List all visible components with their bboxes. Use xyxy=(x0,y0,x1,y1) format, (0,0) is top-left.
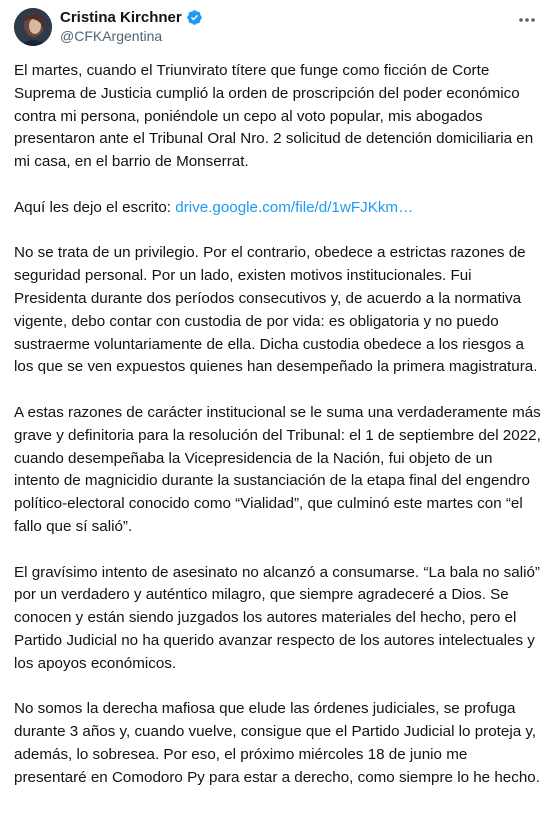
tweet-paragraph-2 xyxy=(14,197,542,220)
author-handle[interactable]: @CFKArgentina xyxy=(60,28,163,44)
verified-badge-icon xyxy=(186,9,203,26)
tweet-paragraph-4: A estas razones de carácter institucional se le suma una verdaderamente más grave y definitoria para la resolución del Tribunal: el 1 de septiembre del 2022, cuando desempeñaba la Vicepresidencia de la Nación, fui objeto de un intento de magnicidio durante la sustanciación de la etapa final del engendro político-electoral conocido como “Vialidad”, que culminó este martes con “el fallo que sí salió”. xyxy=(14,403,541,535)
avatar[interactable] xyxy=(14,8,52,46)
document-link[interactable]: drive.google.com/file/d/1wFJKkm… xyxy=(175,198,414,216)
tweet-header xyxy=(14,6,542,50)
link-prefix: Aquí les dejo el escrito: xyxy=(14,198,176,216)
display-name-row xyxy=(60,7,203,27)
tweet-paragraph-1: El martes, cuando el Triunvirato títere que funge como ficción de Corte Suprema de Justicia cumplió la orden de proscripción del poder económico contra mi persona, poniéndole un cepo al voto popular, mis abogados presentaron ante el Tribunal Oral Nro. 2 solicitud de detención domiciliaria en mi casa, en el barrio de Monserrat. xyxy=(14,62,534,171)
tweet-text xyxy=(14,60,542,812)
tweet-paragraph-6: No somos la derecha mafiosa que elude las órdenes judiciales, se profuga durante 3 años y, cuando vuelve, consigue que el Partido Judicial lo proteja y, además, lo sobresea. Por eso, el próximo miércoles 18 de junio me presentaré en Comodoro Py para estar a derecho, como siempre lo he hecho. xyxy=(14,700,540,786)
more-options-icon[interactable] xyxy=(516,10,538,30)
tweet-paragraph-3: No se trata de un privilegio. Por el contrario, obedece a estrictas razones de seguridad personal. Por un lado, existen motivos institucionales. Fui Presidenta durante dos períodos consecutivos y, de acuerdo a la normativa vigente, debo contar con custodia de por vida: es obligatoria y no puedo sustraerme voluntariamente de ella. Dicha custodia obedece a los riesgos a los que se ven expuestos quienes han desempeñado la primera magistratura. xyxy=(14,244,538,376)
tweet-paragraph-5: El gravísimo intento de asesinato no alcanzó a consumarse. “La bala no salió” por un verdadero y auténtico milagro, que siempre agradeceré a Dios. Se conocen y están siendo juzgados los autores materiales del hecho, pero el Partido Judicial no ha querido avanzar respecto de los autores intelectuales y los apoyos económicos. xyxy=(14,563,540,672)
author-names xyxy=(60,7,203,44)
author-display-name[interactable]: Cristina Kirchner xyxy=(60,8,182,26)
